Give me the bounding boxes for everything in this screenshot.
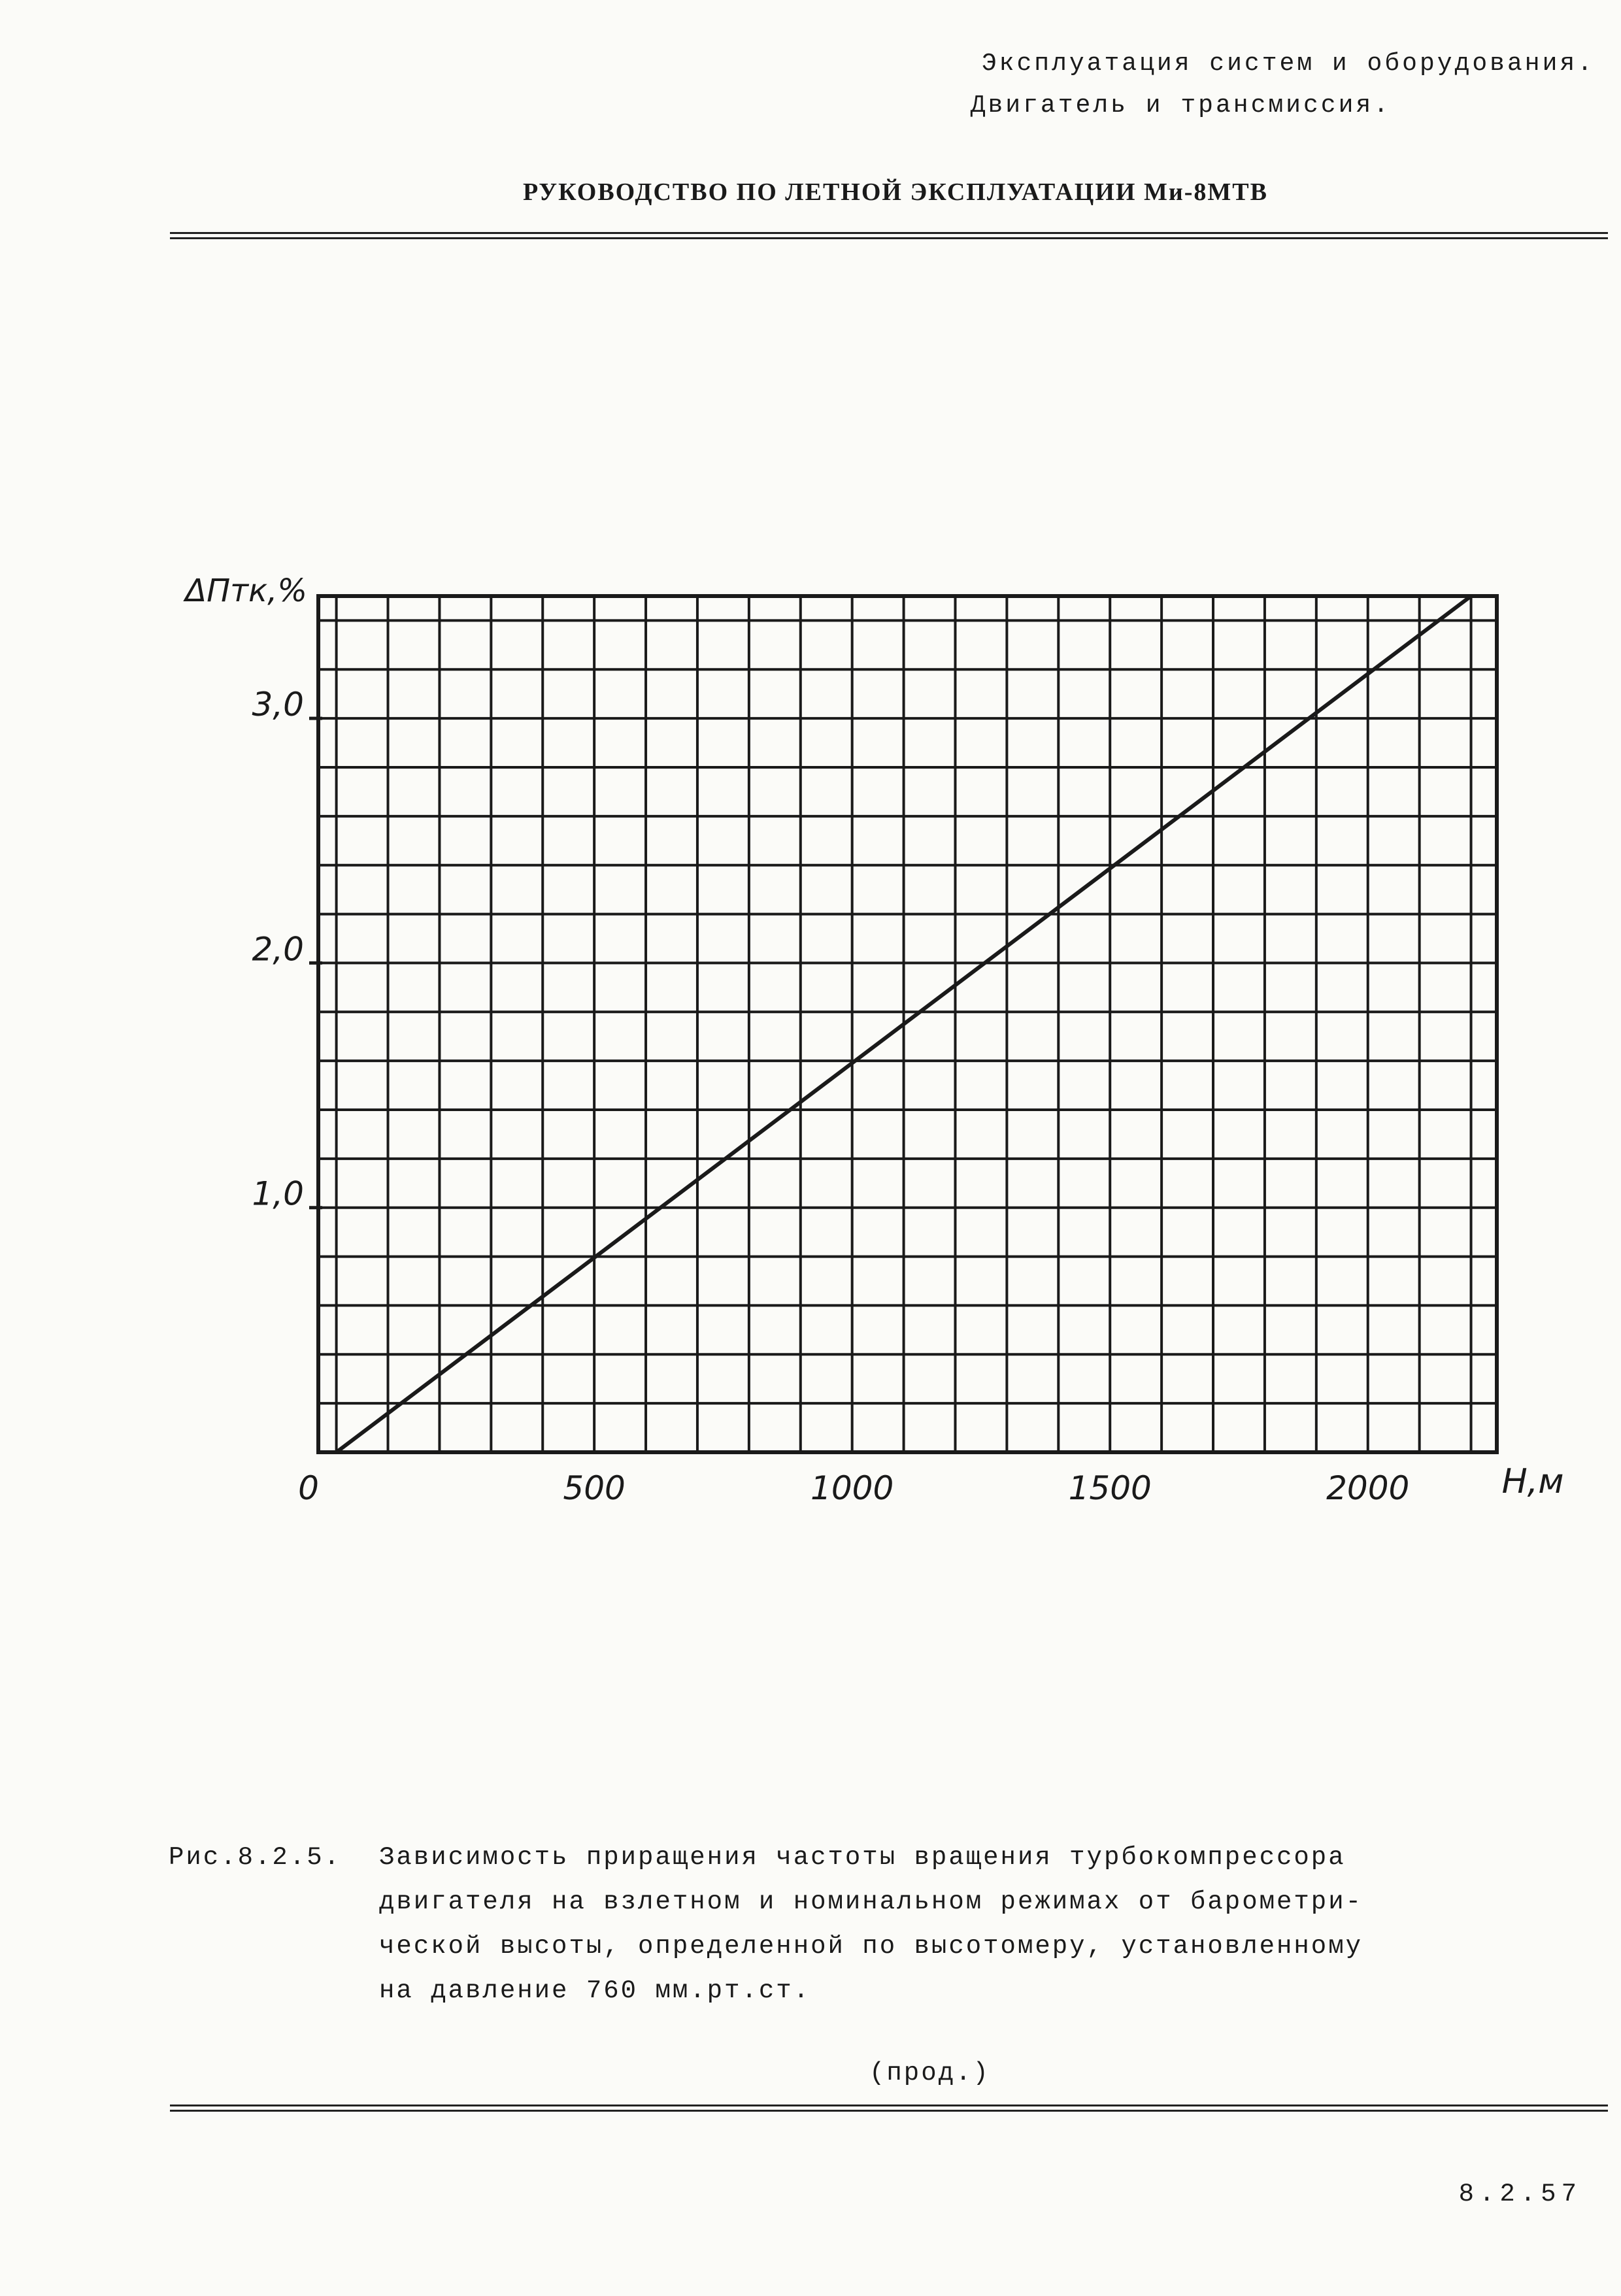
chart-grid <box>318 596 1497 1452</box>
footer-rule <box>170 2105 1608 2112</box>
caption-line: Зависимость приращения частоты вращения турбокомпрессора <box>379 1843 1346 1872</box>
caption-line: двигателя на взлетном и номинальном режимах от барометри- <box>379 1888 1363 1916</box>
chart-frame <box>318 596 1497 1452</box>
x-tick-label: 1000 <box>811 1469 894 1507</box>
section-title-line1: Эксплуатация систем и оборудования. <box>981 50 1595 78</box>
page-number: 8.2.57 <box>1458 2180 1582 2208</box>
y-axis-label: ΔПтк,% <box>185 573 307 609</box>
figure-number: Рис.8.2.5. <box>169 1843 342 1872</box>
x-tick-label: 500 <box>563 1469 626 1507</box>
x-tick-label: 2000 <box>1326 1469 1410 1507</box>
x-tick-label: 1500 <box>1068 1469 1152 1507</box>
origin-label: 0 <box>298 1469 319 1507</box>
chart-labels <box>182 573 1563 1507</box>
x-axis-label: Н,м <box>1501 1462 1564 1501</box>
caption-line: ческой высоты, определенной по высотомеру, установленному <box>379 1932 1363 1961</box>
manual-title: РУКОВОДСТВО ПО ЛЕТНОЙ ЭКСПЛУАТАЦИИ Ми-8МТВ <box>523 178 1268 206</box>
y-tick-label: 3,0 <box>252 686 304 724</box>
continued-note: (прод.) <box>869 2059 990 2088</box>
figure-caption <box>169 1835 1574 2013</box>
caption-line: на давление 760 мм.рт.ст. <box>379 1976 811 2005</box>
section-title-line2: Двигатель и трансмиссия. <box>970 92 1391 120</box>
y-tick-label: 2,0 <box>252 930 304 969</box>
plot-frame <box>318 596 1497 1452</box>
y-tick-label: 1,0 <box>252 1174 304 1213</box>
